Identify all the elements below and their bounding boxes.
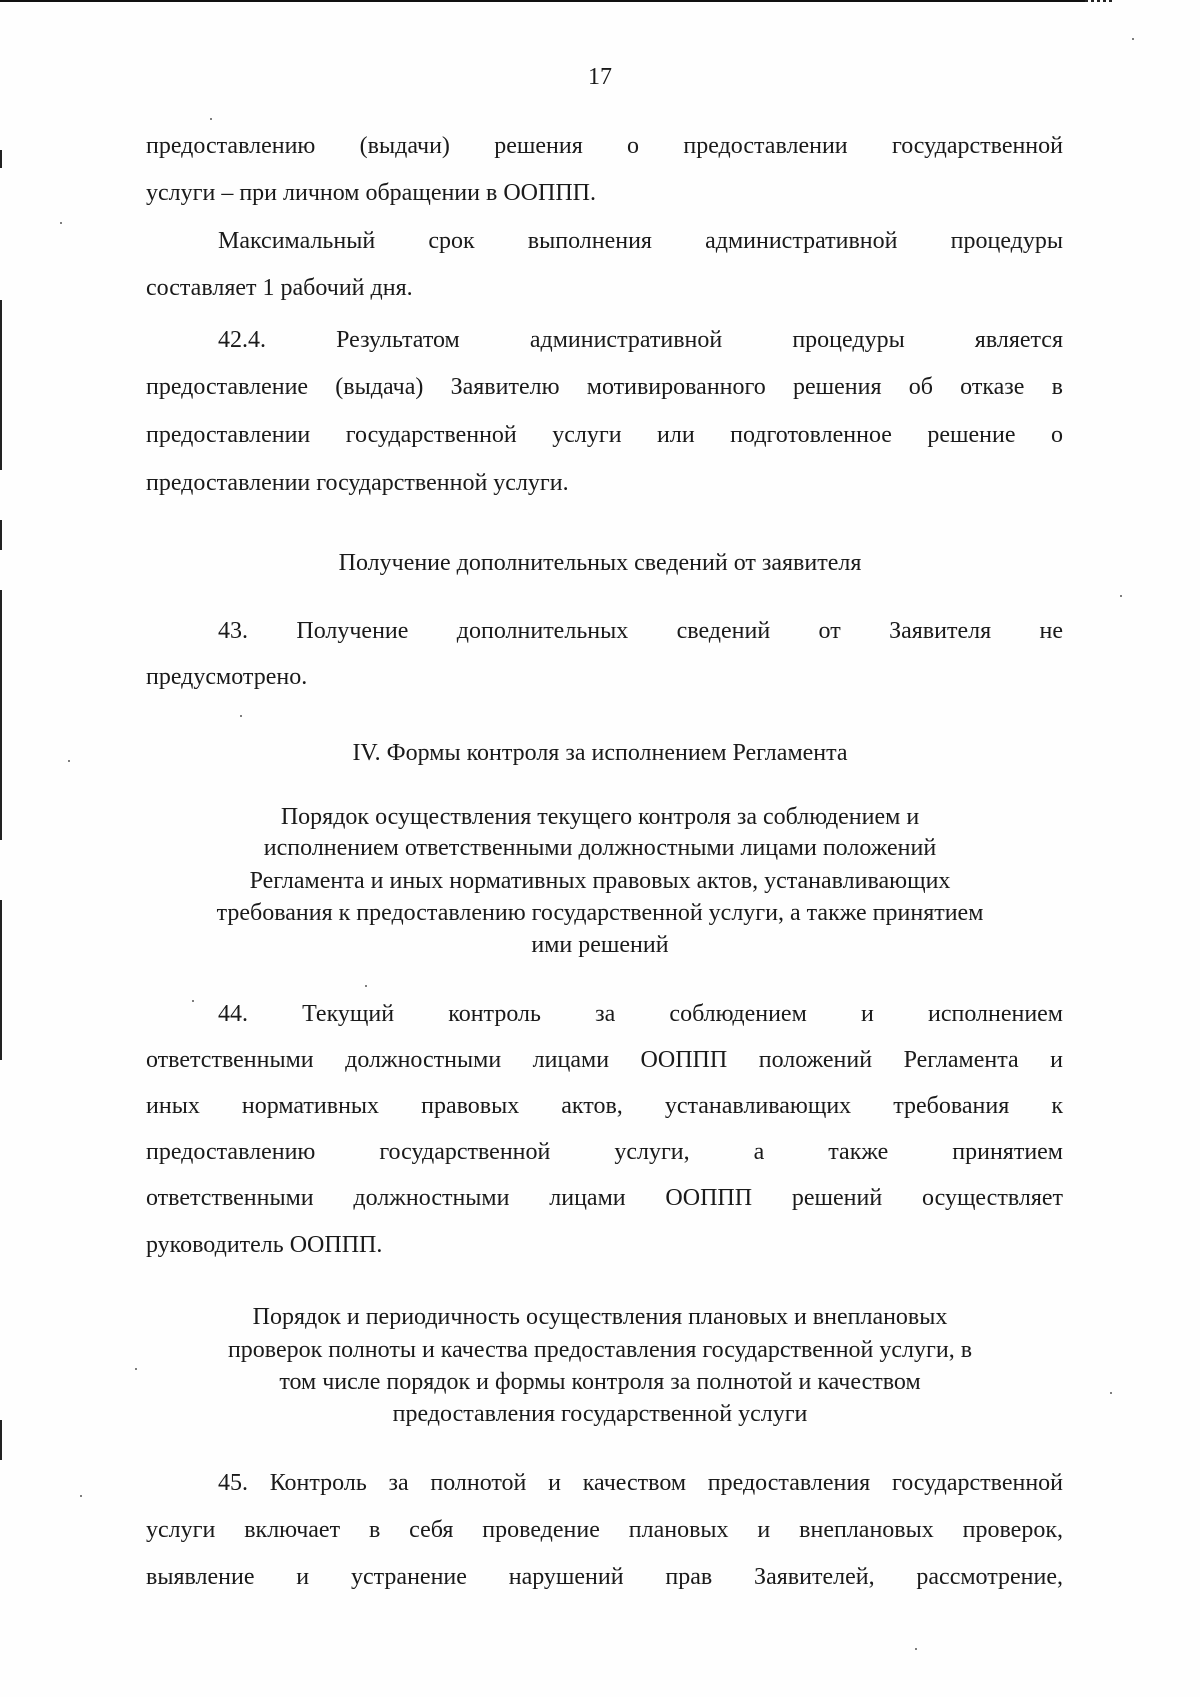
body-line: составляет 1 рабочий дня.	[146, 275, 413, 301]
body-line: предусмотрено.	[146, 664, 308, 690]
scan-speck	[210, 118, 212, 120]
section-heading: Регламента и иных нормативных правовых актов, устанавливающих	[249, 868, 951, 894]
body-line: Максимальный срок выполнения административной процедуры	[218, 228, 1063, 254]
scan-edge-mark	[0, 150, 2, 168]
body-line: 42.4. Результатом административной процедуры является	[218, 327, 1063, 353]
section-heading: ими решений	[531, 932, 669, 958]
body-line: предоставлению государственной услуги, а также принятием	[146, 1139, 1063, 1165]
scan-speck	[192, 1000, 194, 1002]
body-line: 45. Контроль за полнотой и качеством предоставления государственной	[218, 1470, 1063, 1496]
scan-speck	[80, 1495, 82, 1497]
section-heading: Порядок осуществления текущего контроля за соблюдением и	[280, 804, 920, 830]
body-line: выявление и устранение нарушений прав Заявителей, рассмотрение,	[146, 1564, 1063, 1590]
body-line: ответственными должностными лицами ООППП решений осуществляет	[146, 1185, 1063, 1211]
body-line: 44. Текущий контроль за соблюдением и исполнением	[218, 1001, 1063, 1027]
section-heading: проверок полноты и качества предоставления государственной услуги, в	[227, 1337, 973, 1363]
scan-speck	[365, 985, 367, 987]
scan-speck	[68, 760, 70, 762]
body-line: предоставлении государственной услуги.	[146, 470, 569, 496]
body-line: руководитель ООППП.	[146, 1232, 383, 1258]
section-heading: том числе порядок и формы контроля за полнотой и качеством	[279, 1369, 921, 1395]
page-number: 17	[588, 64, 612, 90]
body-line: услуги включает в себя проведение плановых и внеплановых проверок,	[146, 1517, 1063, 1543]
scan-edge-mark	[0, 590, 2, 840]
body-line: иных нормативных правовых актов, устанавливающих требования к	[146, 1093, 1063, 1119]
scan-edge-mark	[0, 900, 2, 1060]
section-heading: исполнением ответственными должностными лицами положений	[263, 835, 937, 861]
body-line: услуги – при личном обращении в ООППП.	[146, 180, 596, 206]
scan-edge-mark	[0, 300, 2, 470]
scan-speck	[1132, 38, 1134, 40]
scan-speck	[240, 715, 242, 717]
scan-speck	[1110, 1392, 1112, 1394]
section-heading: Порядок и периодичность осуществления плановых и внеплановых	[252, 1304, 948, 1330]
body-line: предоставлению (выдачи) решения о предоставлении государственной	[146, 133, 1063, 159]
body-line: ответственными должностными лицами ООППП положений Регламента и	[146, 1047, 1063, 1073]
section-heading: предоставления государственной услуги	[392, 1401, 808, 1427]
scan-top-border	[0, 0, 1085, 2]
scan-edge-mark	[0, 520, 2, 550]
scan-speck	[60, 222, 62, 224]
chapter-heading: IV. Формы контроля за исполнением Регламента	[352, 740, 848, 766]
scan-speck	[915, 1648, 917, 1650]
scan-top-border-end	[1085, 0, 1115, 2]
body-line: предоставление (выдача) Заявителю мотивированного решения об отказе в	[146, 374, 1063, 400]
section-heading: Получение дополнительных сведений от заявителя	[338, 550, 862, 576]
scan-speck	[1120, 595, 1122, 597]
scan-edge-mark	[0, 1420, 2, 1460]
section-heading: требования к предоставлению государственной услуги, а также принятием	[216, 900, 984, 926]
body-line: предоставлении государственной услуги или подготовленное решение о	[146, 422, 1063, 448]
body-line: 43. Получение дополнительных сведений от Заявителя не	[218, 618, 1063, 644]
